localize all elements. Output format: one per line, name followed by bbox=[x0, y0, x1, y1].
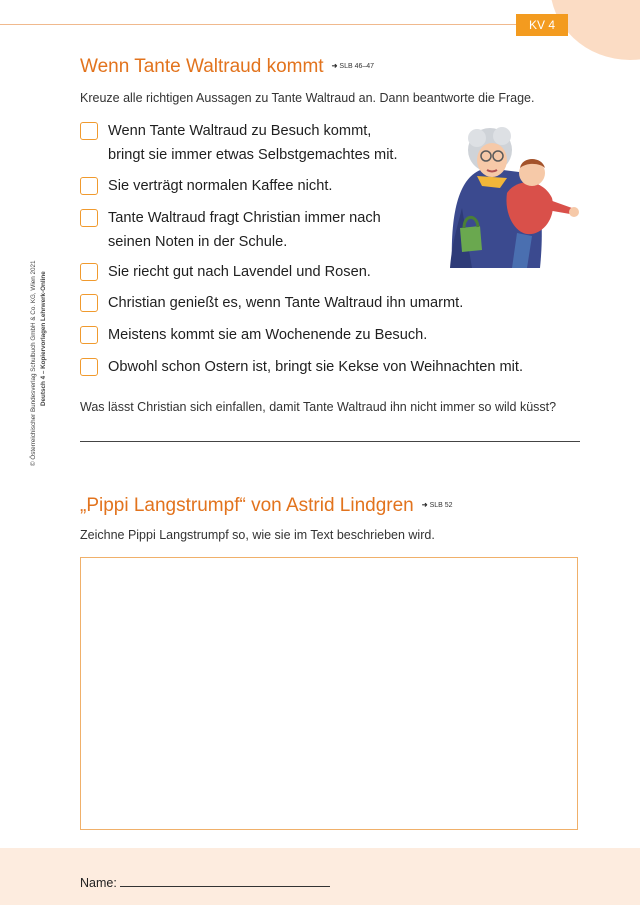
section2-title bbox=[80, 495, 453, 517]
statement-6 bbox=[80, 326, 427, 347]
arrow-right-icon: ➜ bbox=[331, 63, 338, 70]
answer-line[interactable] bbox=[80, 441, 580, 442]
statement-3 bbox=[80, 209, 381, 254]
statement-text: Sie verträgt normalen Kaffee nicht. bbox=[108, 178, 333, 194]
section1-ref bbox=[332, 63, 374, 70]
section2-ref bbox=[422, 502, 453, 509]
section1-ref-text: SLB 46–47 bbox=[339, 63, 375, 70]
arrow-right-icon: ➜ bbox=[421, 502, 428, 509]
statement-1 bbox=[80, 122, 398, 167]
statement-text: Tante Waltraud fragt Christian immer nach seinen Noten in der Schule. bbox=[108, 210, 381, 250]
header-rule bbox=[0, 24, 516, 25]
statement-text: Wenn Tante Waltraud zu Besuch kommt, bringt sie immer etwas Selbstgemachtes mit. bbox=[108, 123, 398, 163]
name-label: Name: bbox=[80, 876, 117, 890]
statement-4 bbox=[80, 263, 371, 284]
name-field-line[interactable] bbox=[120, 886, 330, 887]
checkbox[interactable] bbox=[80, 209, 98, 227]
sheet-label: KV 4 bbox=[516, 14, 568, 36]
section2-title-text: „Pippi Langstrumpf“ von Astrid Lindgren bbox=[80, 495, 414, 516]
section1-title-text: Wenn Tante Waltraud kommt bbox=[80, 56, 324, 77]
checkbox[interactable] bbox=[80, 294, 98, 312]
statement-7 bbox=[80, 358, 523, 379]
statement-2 bbox=[80, 177, 332, 198]
checkbox[interactable] bbox=[80, 263, 98, 281]
checkbox[interactable] bbox=[80, 177, 98, 195]
statement-text: Obwohl schon Ostern ist, bringt sie Kekse von Weihnachten mit. bbox=[108, 359, 524, 375]
copyright-text: © Österreichischer Bundesverlag Schulbuch GmbH & Co. KG, Wien 2021 bbox=[30, 260, 37, 466]
checkbox[interactable] bbox=[80, 358, 98, 376]
section1-instruction: Kreuze alle richtigen Aussagen zu Tante Waltraud an. Dann beantworte die Frage. bbox=[80, 91, 535, 105]
checkbox[interactable] bbox=[80, 326, 98, 344]
statement-5 bbox=[80, 294, 463, 315]
series-text: Deutsch 4 – Kopiervorlagen Lehrwerk-Online bbox=[40, 271, 47, 406]
section1-title bbox=[80, 56, 374, 78]
section1-question: Was lässt Christian sich einfallen, damit Tante Waltraud ihn nicht immer so wild küsst? bbox=[80, 400, 557, 414]
checkbox[interactable] bbox=[80, 122, 98, 140]
aunt-hugging-boy-illustration bbox=[432, 118, 582, 268]
drawing-area[interactable] bbox=[80, 557, 578, 830]
statement-text: Meistens kommt sie am Wochenende zu Besuch. bbox=[108, 327, 428, 343]
statement-text: Christian genießt es, wenn Tante Waltraud ihn umarmt. bbox=[108, 295, 464, 311]
section2-instruction: Zeichne Pippi Langstrumpf so, wie sie im Text beschrieben wird. bbox=[80, 528, 435, 542]
statement-text: Sie riecht gut nach Lavendel und Rosen. bbox=[108, 264, 371, 280]
section2-ref-text: SLB 52 bbox=[429, 502, 453, 509]
